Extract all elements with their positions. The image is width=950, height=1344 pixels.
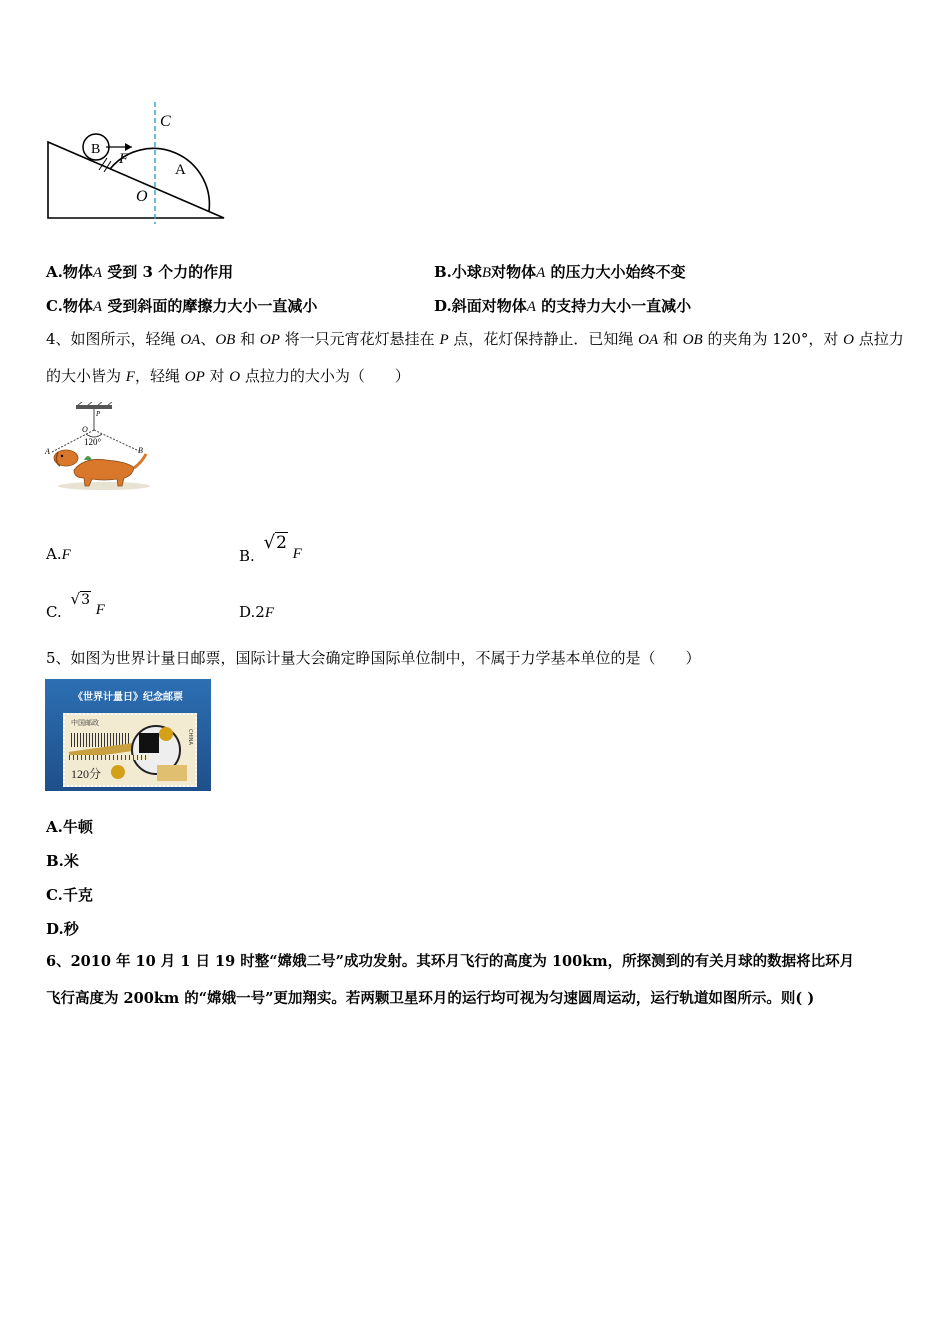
q6-question-line1: 6、2010 年 10 月 1 日 19 时整“嫦娥二号”成功发射。其环月飞行的高度为 100km，所探测到的有关月球的数据将比环月	[46, 953, 855, 970]
svg-text:A: A	[45, 447, 50, 456]
q4-option-b[interactable]: B. √2 F	[239, 532, 302, 565]
label-a: A	[175, 162, 186, 178]
svg-text:P: P	[96, 410, 101, 418]
sqrt-symbol: √2	[263, 532, 287, 553]
q5-option-a[interactable]: A.牛顿	[46, 818, 93, 836]
q3-figure	[44, 100, 234, 225]
q5-option-b[interactable]: B.米	[46, 852, 79, 870]
svg-text:B: B	[138, 446, 143, 455]
q4-question-line2: 的大小皆为 F，轻绳 OP 对 O 点拉力的大小为（ ）	[46, 367, 410, 385]
q5-option-d[interactable]: D.秒	[46, 920, 79, 938]
q6-question-line2: 飞行高度为 200km 的“嫦娥一号”更加翔实。若两颗卫星环月的运行均可视为匀速圆周运动，运行轨道如图所示。则( )	[46, 990, 815, 1007]
svg-text:120°: 120°	[84, 437, 102, 447]
q3-option-d[interactable]: D.斜面对物体A 的支持力大小一直减小	[434, 297, 692, 315]
q5-question: 5、如图为世界计量日邮票，国际计量大会确定睁国际单位制中，不属于力学基本单位的是（ ）	[46, 649, 701, 667]
q3-option-c[interactable]: C.物体A 受到斜面的摩擦力大小一直减小	[46, 297, 318, 315]
q4-question-line1: 4、如图所示，轻绳 OA、OB 和 OP 将一只元宵花灯悬挂在 P 点，花灯保持静止．已知绳 OA 和 OB 的夹角为 120°，对 O 点拉力	[46, 330, 904, 348]
q5-option-c[interactable]: C.千克	[46, 886, 93, 904]
label-o: O	[136, 188, 148, 205]
sqrt-symbol: √3	[70, 590, 90, 608]
q3-option-a[interactable]: A.物体A 受到 3 个力的作用	[46, 263, 234, 281]
q4-option-a[interactable]: A.F	[46, 545, 71, 563]
q4-figure	[44, 402, 154, 490]
label-c: C	[160, 113, 171, 130]
q4-option-d[interactable]: D.2F	[239, 603, 274, 621]
q3-option-b[interactable]: B.小球B对物体A 的压力大小始终不变	[434, 263, 686, 281]
label-b: B	[91, 142, 101, 157]
label-f: F	[119, 151, 129, 167]
svg-text:O: O	[82, 425, 88, 434]
q4-option-c[interactable]: C. √3 F	[46, 590, 105, 621]
stamp-banner: 《世界计量日》纪念邮票	[73, 692, 183, 703]
stamp-image: 《世界计量日》纪念邮票 中国邮政 CHINA 120分	[45, 679, 211, 791]
